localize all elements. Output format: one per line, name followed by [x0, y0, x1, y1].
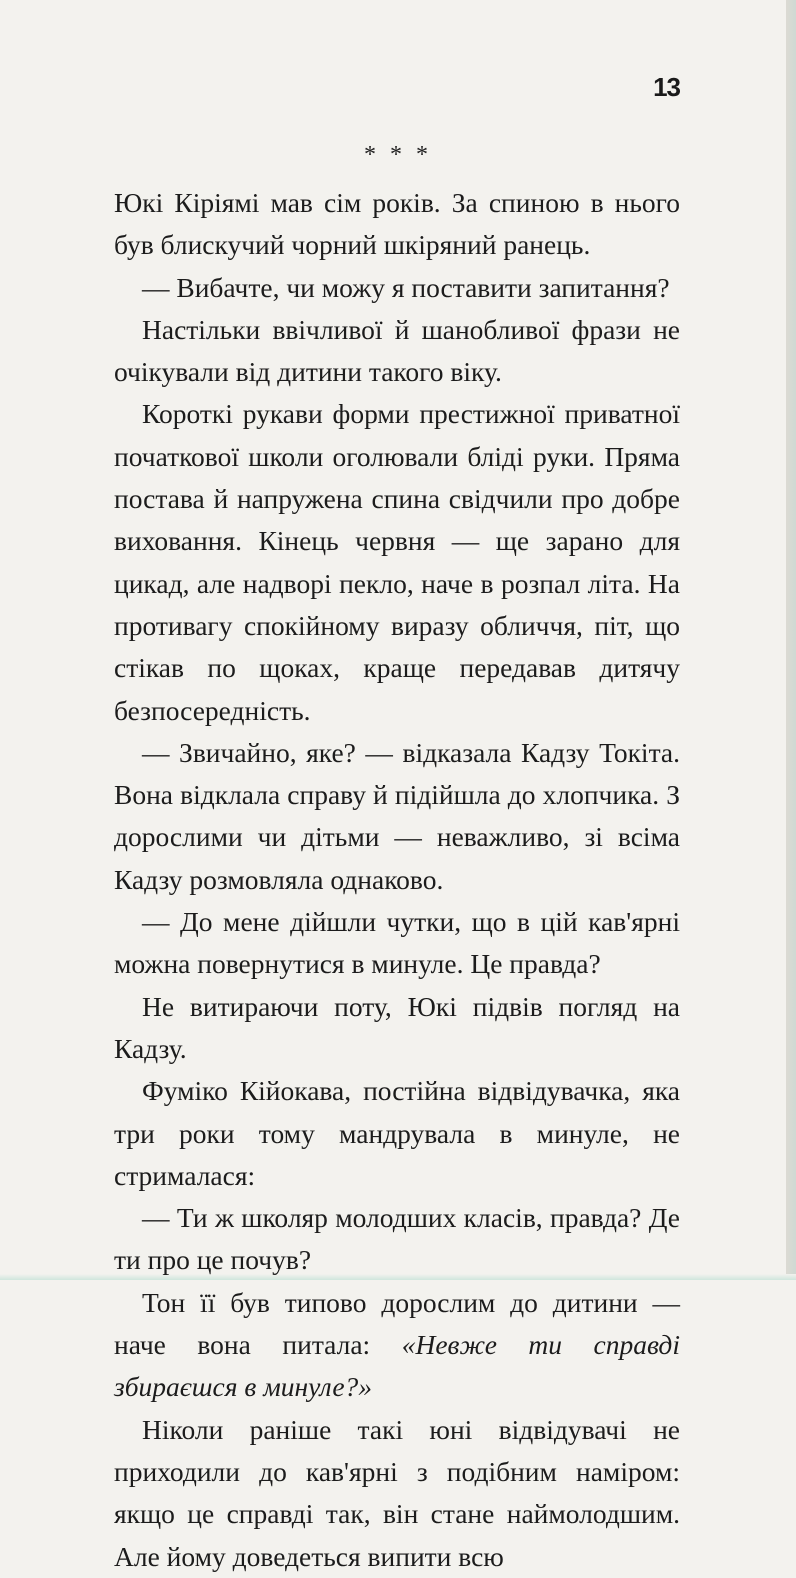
paragraph-10-text: Тон її був типово дорослим до дитини — наче вона питала: — [114, 1286, 680, 1361]
paragraph-10-italic-quote: «Невже ти справді збираєшся в минуле?» — [114, 1329, 680, 1403]
paragraph-4: Короткі рукави форми престижної приватної початкової школи оголювали бліді руки. Пряма постава й напружена спина свідчили про добре виховання. Кінець червня — ще зарано для цикад, але надворі пекло, наче в розпал літа. На противагу спокійному виразу обличчя, піт, що стікав по щоках, краще передавав дитячу безпосередність. — [114, 398, 680, 726]
paragraph-1: Юкі Кіріямі мав сім років. За спиною в нього був блискучий чорний шкіряний ранець. — [114, 187, 680, 261]
paragraph-10 — [114, 1282, 680, 1409]
body-text — [114, 182, 680, 1578]
paragraph-7: Не витираючи поту, Юкі підвів погляд на Кадзу. — [114, 990, 680, 1064]
page-edge — [786, 0, 796, 1280]
paragraph-6: — До мене дійшли чутки, що в цій кав'ярні можна повернутися в минуле. Це правда? — [114, 906, 680, 980]
paragraph-3: Настільки ввічливої й шанобливої фрази не очікували від дитини такого віку. — [114, 313, 680, 388]
section-separator: * * * — [364, 142, 432, 168]
paragraph-11: Ніколи раніше такі юні відвідувачі не приходили до кав'ярні з подібним наміром: якщо це справді так, він стане наймолодшим. Але йому доведеться випити всю — [114, 1413, 680, 1572]
paragraph-5: — Звичайно, яке? — відказала Кадзу Токіта. Вона відклала справу й підійшла до хлопчика. З дорослими чи дітьми — неважливо, зі всіма Кадзу розмовляла однаково. — [114, 736, 680, 895]
paragraph-8: Фуміко Кійокава, постійна відвідувачка, яка три роки тому мандрувала в минуле, не стрималася: — [114, 1075, 680, 1191]
paragraph-9: — Ти ж школяр молодших класів, правда? Де ти про це почув? — [114, 1202, 680, 1276]
page-number: 13 — [653, 72, 680, 102]
paragraph-2: — Вибачте, чи можу я поставити запитання? — [142, 271, 670, 303]
